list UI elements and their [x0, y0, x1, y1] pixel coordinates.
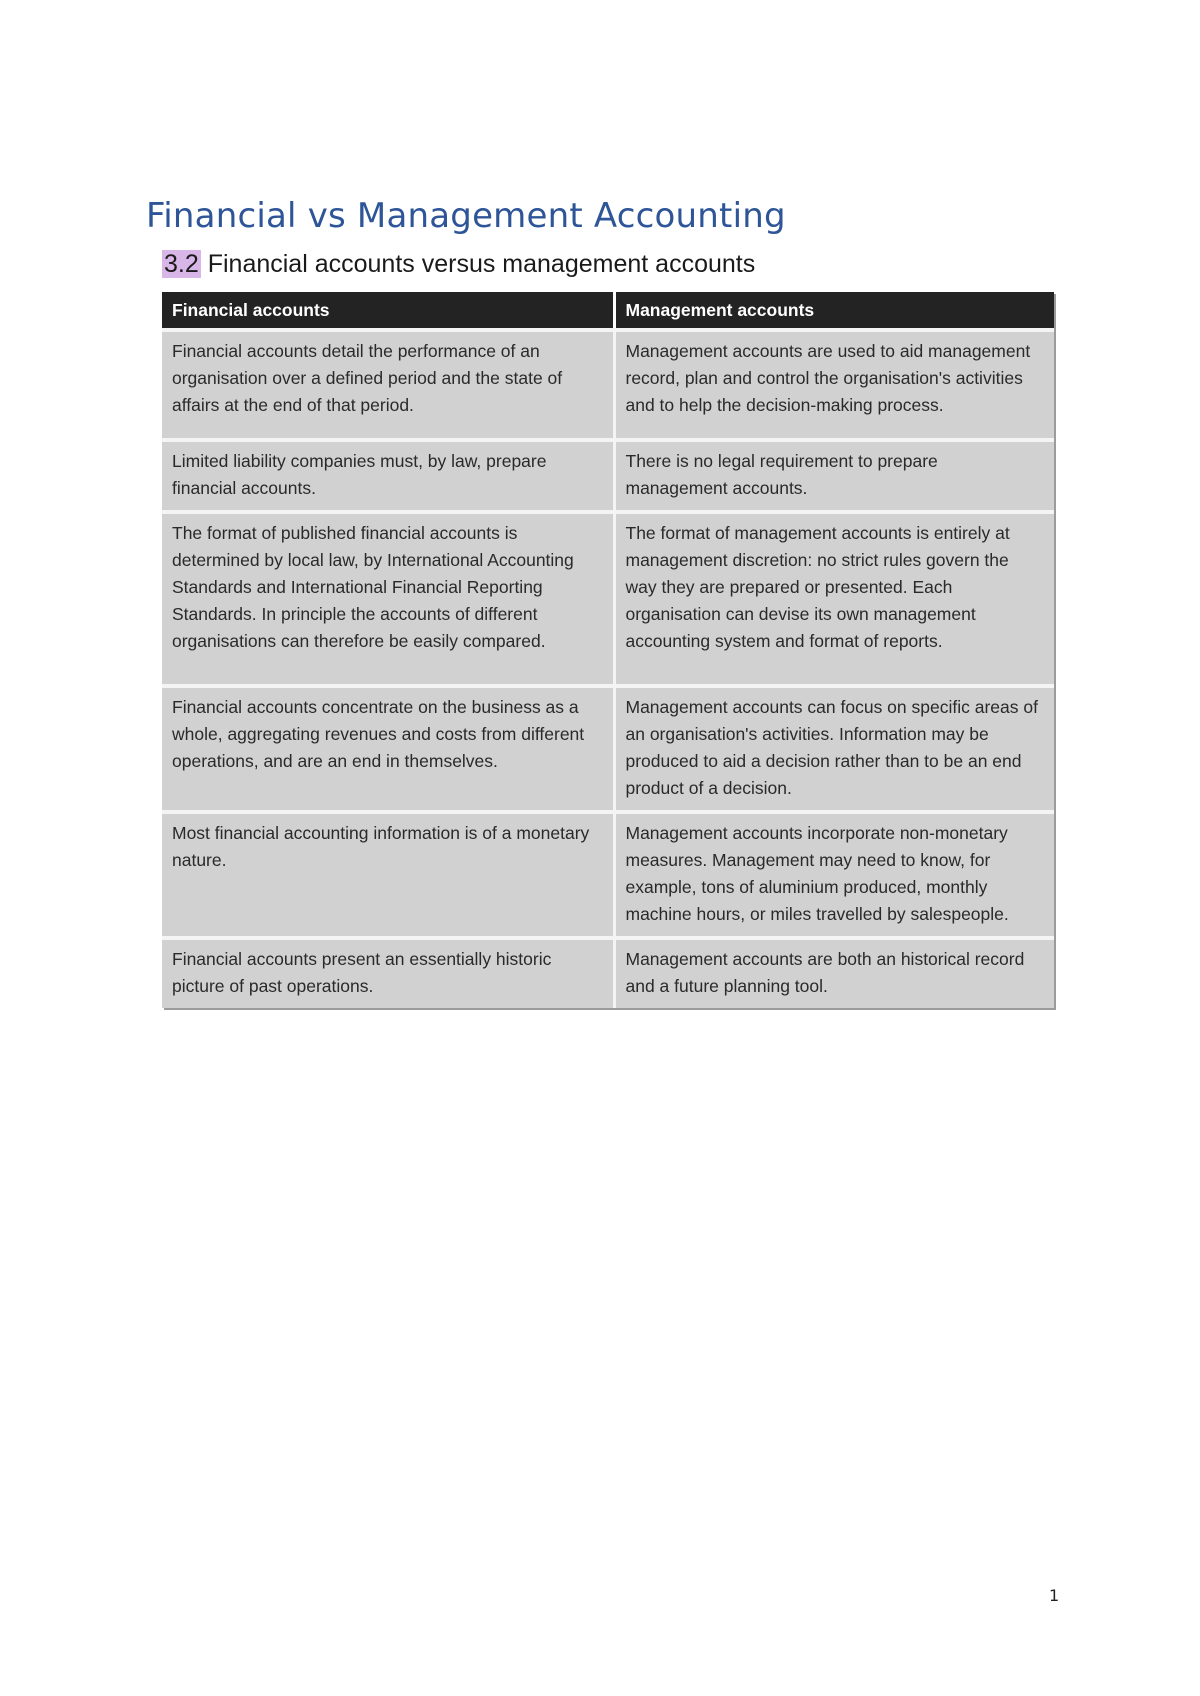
- figure-number: 3.2: [164, 250, 199, 278]
- management-cell: Management accounts incorporate non-monetary measures. Management may need to know, for example, tons of aluminium produced, monthly machine hours, or miles travelled by salespeople.: [614, 812, 1054, 938]
- table-header-row: [162, 292, 1054, 330]
- table-row: [162, 812, 1054, 938]
- management-cell: Management accounts are used to aid management record, plan and control the organisation's activities and to help the decision-making process.: [614, 330, 1054, 440]
- financial-cell: Limited liability companies must, by law, prepare financial accounts.: [162, 440, 614, 512]
- financial-cell: The format of published financial accounts is determined by local law, by International Accounting Standards and International Financial Reporting Standards. In principle the accounts of different organisations can therefore be easily compared.: [162, 512, 614, 686]
- comparison-table: [162, 292, 1054, 1008]
- table-row: [162, 512, 1054, 686]
- page-title: Financial vs Management Accounting: [146, 196, 786, 236]
- financial-cell: Financial accounts detail the performance of an organisation over a defined period and the state of affairs at the end of that period.: [162, 330, 614, 440]
- table-row: [162, 330, 1054, 440]
- table-row: [162, 440, 1054, 512]
- management-cell: Management accounts are both an historical record and a future planning tool.: [614, 938, 1054, 1008]
- financial-cell: Financial accounts present an essentially historic picture of past operations.: [162, 938, 614, 1008]
- page-number: 1: [1049, 1586, 1060, 1605]
- header-financial-accounts: Financial accounts: [162, 292, 614, 330]
- table-row: [162, 686, 1054, 812]
- management-cell: Management accounts can focus on specific areas of an organisation's activities. Information may be produced to aid a decision rather than to be an end product of a decision.: [614, 686, 1054, 812]
- financial-cell: Financial accounts concentrate on the business as a whole, aggregating revenues and costs from different operations, and are an end in themselves.: [162, 686, 614, 812]
- management-cell: The format of management accounts is entirely at management discretion: no strict rules govern the way they are prepared or presented. Each organisation can devise its own management accounting system and format of reports.: [614, 512, 1054, 686]
- figure-caption: Financial accounts versus management accounts: [207, 250, 756, 278]
- financial-cell: Most financial accounting information is of a monetary nature.: [162, 812, 614, 938]
- table-row: [162, 938, 1054, 1008]
- management-cell: There is no legal requirement to prepare management accounts.: [614, 440, 1054, 512]
- figure-heading: [162, 247, 1054, 281]
- comparison-figure: [162, 247, 1054, 1008]
- header-management-accounts: Management accounts: [614, 292, 1054, 330]
